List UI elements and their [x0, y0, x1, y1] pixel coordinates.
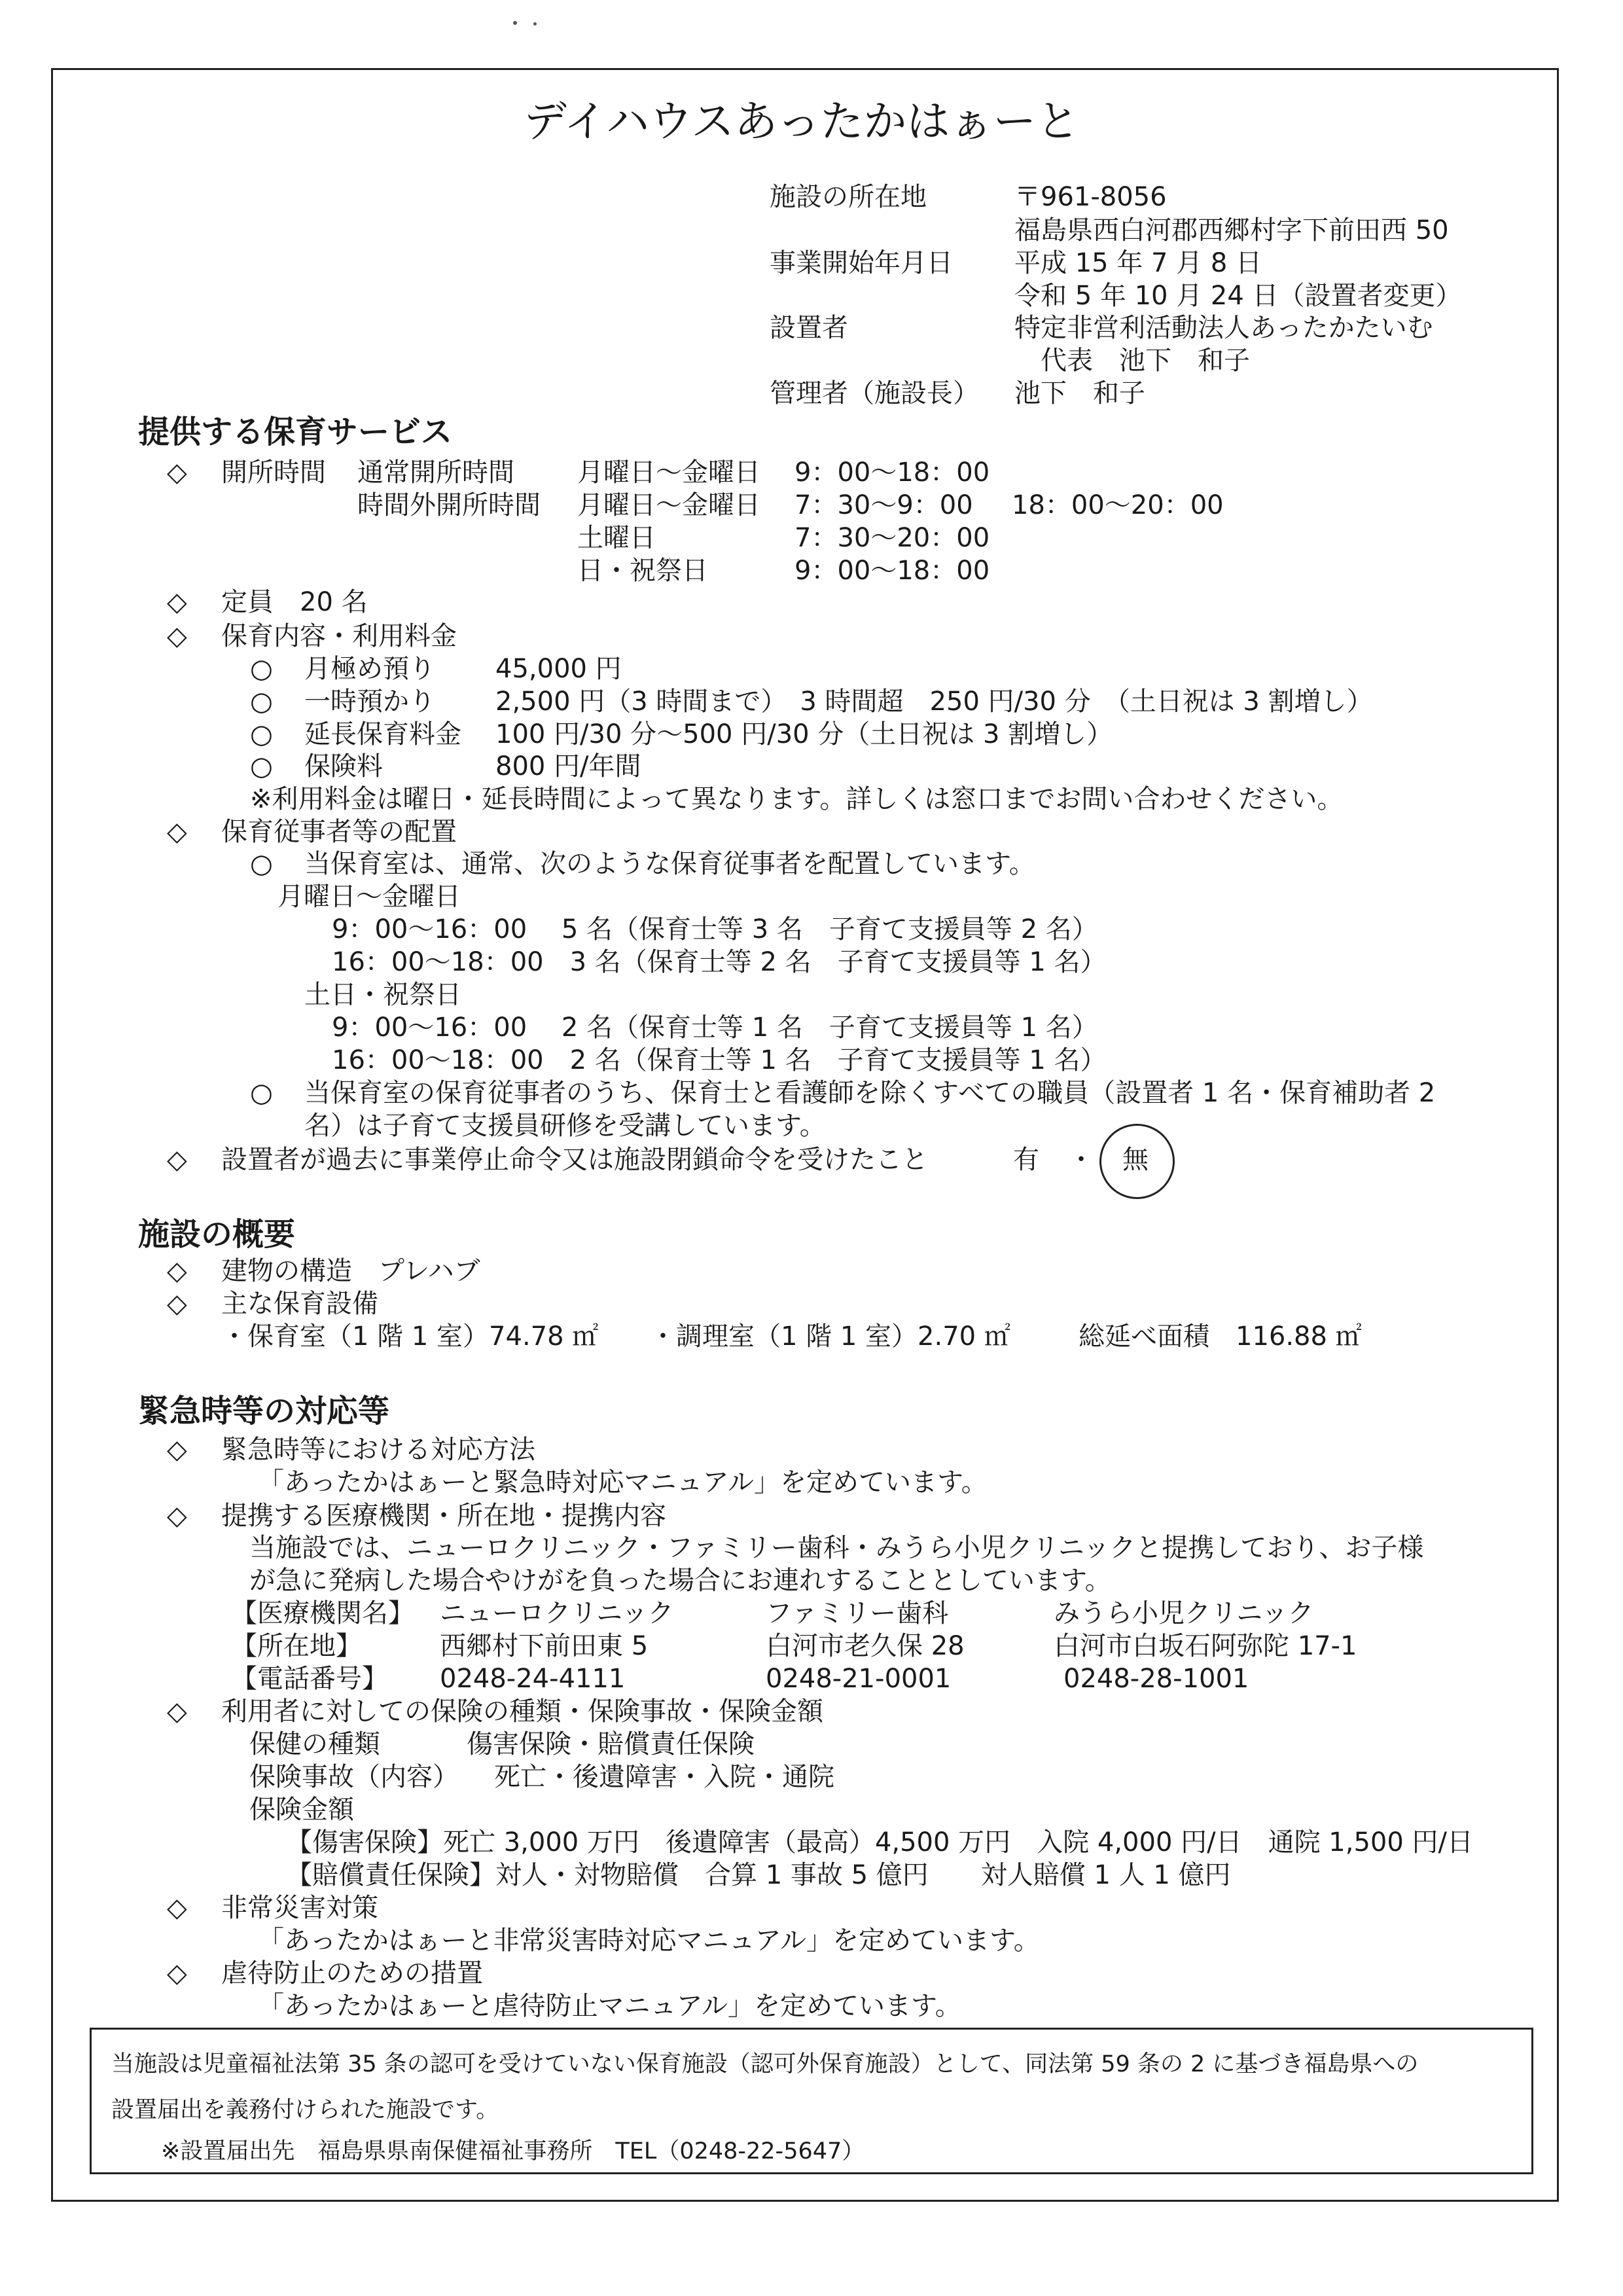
- insurance-accident: 死亡・後遺障害・入院・通院: [494, 1762, 834, 1792]
- facility-heading: 施設の概要: [138, 1216, 296, 1253]
- clinic-address: 白河市白坂石阿弥陀 17-1: [1054, 1631, 1357, 1661]
- clinic-name: みうら小児クリニック: [1054, 1598, 1314, 1628]
- diamond-bullet: ◇: [167, 1256, 187, 1286]
- circle-bullet: ○: [250, 654, 273, 684]
- scan-speck: [533, 22, 537, 26]
- fee-monthly-label: 月極め預り: [304, 654, 435, 684]
- circle-bullet: ○: [250, 849, 273, 879]
- weekday-staff-row: 9：00～16：00 5 名（保育士等 3 名 子育て支援員等 2 名）: [332, 914, 1098, 944]
- manager-name: 池下 和子: [1014, 378, 1145, 408]
- fee-temporary-label: 一時預かり: [304, 687, 435, 717]
- address: 福島県西白河郡西郷村字下前田西 50: [1014, 215, 1449, 245]
- training-text-cont: 名）は子育て支援員研修を受講しています。: [304, 1111, 826, 1141]
- insurance-type-label: 保健の種類: [249, 1729, 380, 1759]
- diamond-bullet: ◇: [167, 1501, 187, 1531]
- medical-text-cont: が急に発病した場合やけがを負った場合にお連れすることとしています。: [249, 1566, 1111, 1596]
- saturday-time: 7：30～20：00: [794, 523, 990, 553]
- staff-intro: 当保育室は、通常、次のような保育従事者を配置しています。: [304, 849, 1035, 879]
- diamond-bullet: ◇: [167, 1145, 187, 1175]
- fee-note: ※利用料金は曜日・延長時間によって異なります。詳しくは窓口までお問い合わせください。: [250, 784, 1344, 814]
- fee-extension-label: 延長保育料金: [304, 719, 461, 749]
- start-label: 事業開始年月日: [770, 248, 953, 278]
- diamond-bullet: ◇: [167, 1435, 187, 1465]
- capacity: 定員 20 名: [221, 587, 368, 617]
- sunday-time: 9：00～18：00: [794, 556, 990, 586]
- abuse-prevention-text: 「あったかはぁーと虐待防止マニュアル」を定めています。: [258, 1991, 961, 2021]
- postal-code: 〒961-8056: [1014, 182, 1167, 212]
- weekend-staff-row: 9：00～16：00 2 名（保育士等 1 名 子育て支援員等 1 名）: [332, 1013, 1098, 1043]
- weekday-staff-row: 16：00～18：00 3 名（保育士等 2 名 子育て支援員等 1 名）: [332, 947, 1107, 977]
- clinic-address-label: 【所在地】: [231, 1631, 362, 1661]
- clinic-phone-label: 【電話番号】: [231, 1664, 388, 1694]
- clinic-phone: 0248-21-0001: [766, 1664, 952, 1694]
- clinic-name-label: 【医療機関名】: [231, 1598, 414, 1628]
- notice-text-cont: 設置届出を義務付けられた施設です。: [111, 2097, 499, 2123]
- clinic-phone: 0248-24-4111: [440, 1664, 626, 1694]
- selected-answer-circle: [1099, 1124, 1175, 1199]
- emergency-method-label: 緊急時等における対応方法: [221, 1435, 535, 1465]
- nursery-room-area: ・保育室（1 階 1 室）74.78 ㎡: [221, 1321, 599, 1352]
- building-structure: 建物の構造 プレハブ: [221, 1256, 480, 1286]
- start-date: 平成 15 年 7 月 8 日: [1014, 248, 1262, 278]
- clinic-address: 白河市老久保 28: [766, 1631, 965, 1661]
- order-separator: ・: [1068, 1145, 1094, 1175]
- diamond-bullet: ◇: [167, 1696, 187, 1727]
- circle-bullet: ○: [250, 719, 273, 749]
- extra-days: 月曜日～金曜日: [577, 490, 760, 520]
- founder-representative: 代表 池下 和子: [1041, 346, 1250, 376]
- disaster-label: 非常災害対策: [221, 1893, 378, 1923]
- founder-label: 設置者: [770, 313, 848, 343]
- emergency-method: 「あったかはぁーと緊急時対応マニュアル」を定めています。: [258, 1467, 988, 1498]
- fee-temporary: 2,500 円（3 時間まで） 3 時間超 250 円/30 分 （土日祝は 3 割増し）: [495, 687, 1373, 717]
- regular-time: 9：00～18：00: [794, 457, 990, 488]
- total-floor-area: 総延べ面積 116.88 ㎡: [1079, 1321, 1362, 1352]
- emergency-heading: 緊急時等の対応等: [138, 1393, 390, 1429]
- sunday-label: 日・祝祭日: [577, 556, 708, 586]
- clinic-address: 西郷村下前田東 5: [440, 1631, 649, 1661]
- insurance-injury-amounts: 【傷害保険】死亡 3,000 万円 後遺障害（最高）4,500 万円 入院 4,000 円/日 通院 1,500 円/日: [286, 1827, 1474, 1857]
- kitchen-area: ・調理室（1 階 1 室）2.70 ㎡: [650, 1321, 1010, 1352]
- diamond-bullet: ◇: [167, 457, 187, 488]
- diamond-bullet: ◇: [167, 587, 187, 617]
- diamond-bullet: ◇: [167, 1289, 187, 1319]
- clinic-phone: 0248-28-1001: [1063, 1664, 1249, 1694]
- insurance-label: 利用者に対しての保険の種類・保険事故・保険金額: [221, 1696, 823, 1727]
- hours-label: 開所時間: [221, 457, 326, 488]
- manager-label: 管理者（施設長）: [770, 378, 979, 408]
- notice-contact: ※設置届出先 福島県県南保健福祉事務所 TEL（0248-22-5647）: [161, 2138, 865, 2164]
- fee-extension: 100 円/30 分～500 円/30 分（土日祝は 3 割増し）: [495, 719, 1113, 749]
- order-history-label: 設置者が過去に事業停止命令又は施設閉鎖命令を受けたこと: [221, 1145, 928, 1175]
- abuse-prevention-label: 虐待防止のための措置: [221, 1958, 483, 1988]
- saturday-label: 土曜日: [577, 523, 656, 553]
- weekend-label: 土日・祝祭日: [304, 980, 461, 1010]
- staff-label: 保育従事者等の配置: [221, 817, 457, 847]
- disaster-text: 「あったかはぁーと非常災害時対応マニュアル」を定めています。: [258, 1926, 1040, 1956]
- diamond-bullet: ◇: [167, 817, 187, 847]
- extra-hours-label: 時間外開所時間: [357, 490, 541, 520]
- equipment-label: 主な保育設備: [221, 1289, 378, 1319]
- insurance-accident-label: 保険事故（内容）: [249, 1762, 459, 1792]
- scan-speck: [513, 21, 517, 25]
- medical-text: 当施設では、ニューロクリニック・ファミリー歯科・みうら小児クリニックと提携しており、お子様: [249, 1533, 1424, 1563]
- fee-insurance: 800 円/年間: [495, 751, 641, 781]
- notice-text: 当施設は児童福祉法第 35 条の認可を受けていない保育施設（認可外保育施設）として、同法第 59 条の 2 に基づき福島県への: [111, 2051, 1419, 2077]
- location-label: 施設の所在地: [770, 182, 927, 212]
- fee-monthly: 45,000 円: [495, 654, 622, 684]
- extra-morning-time: 7：30～9：00: [794, 490, 973, 520]
- diamond-bullet: ◇: [167, 621, 187, 651]
- founder-change-date: 令和 5 年 10 月 24 日（設置者変更）: [1014, 281, 1462, 311]
- weekend-staff-row: 16：00～18：00 2 名（保育士等 1 名 子育て支援員等 1 名）: [332, 1045, 1107, 1075]
- regular-hours-label: 通常開所時間: [357, 457, 514, 488]
- order-no: 無: [1122, 1145, 1149, 1175]
- circle-bullet: ○: [250, 751, 273, 781]
- diamond-bullet: ◇: [167, 1958, 187, 1988]
- page-title: デイハウスあったかはぁーと: [524, 96, 1080, 147]
- regular-days: 月曜日～金曜日: [577, 457, 760, 488]
- fee-insurance-label: 保険料: [304, 751, 383, 781]
- founder-name: 特定非営利活動法人あったかたいむ: [1014, 313, 1433, 343]
- weekday-label: 月曜日～金曜日: [277, 882, 461, 912]
- clinic-name: ニューロクリニック: [440, 1598, 674, 1628]
- insurance-amount-label: 保険金額: [249, 1795, 354, 1825]
- order-yes: 有: [1013, 1145, 1039, 1175]
- fees-label: 保育内容・利用料金: [221, 621, 457, 651]
- clinic-name: ファミリー歯科: [766, 1598, 949, 1628]
- services-heading: 提供する保育サービス: [138, 414, 453, 450]
- medical-label: 提携する医療機関・所在地・提携内容: [221, 1501, 666, 1531]
- insurance-liability-amounts: 【賠償責任保険】対人・対物賠償 合算 1 事故 5 億円 対人賠償 1 人 1 億円: [286, 1860, 1231, 1890]
- diamond-bullet: ◇: [167, 1893, 187, 1923]
- extra-evening-time: 18：00～20：00: [1012, 490, 1224, 520]
- circle-bullet: ○: [250, 687, 273, 717]
- insurance-type: 傷害保険・賠償責任保険: [467, 1729, 755, 1759]
- circle-bullet: ○: [250, 1078, 273, 1108]
- training-text: 当保育室の保育従事者のうち、保育士と看護師を除くすべての職員（設置者 1 名・保育補助者 2: [304, 1078, 1436, 1108]
